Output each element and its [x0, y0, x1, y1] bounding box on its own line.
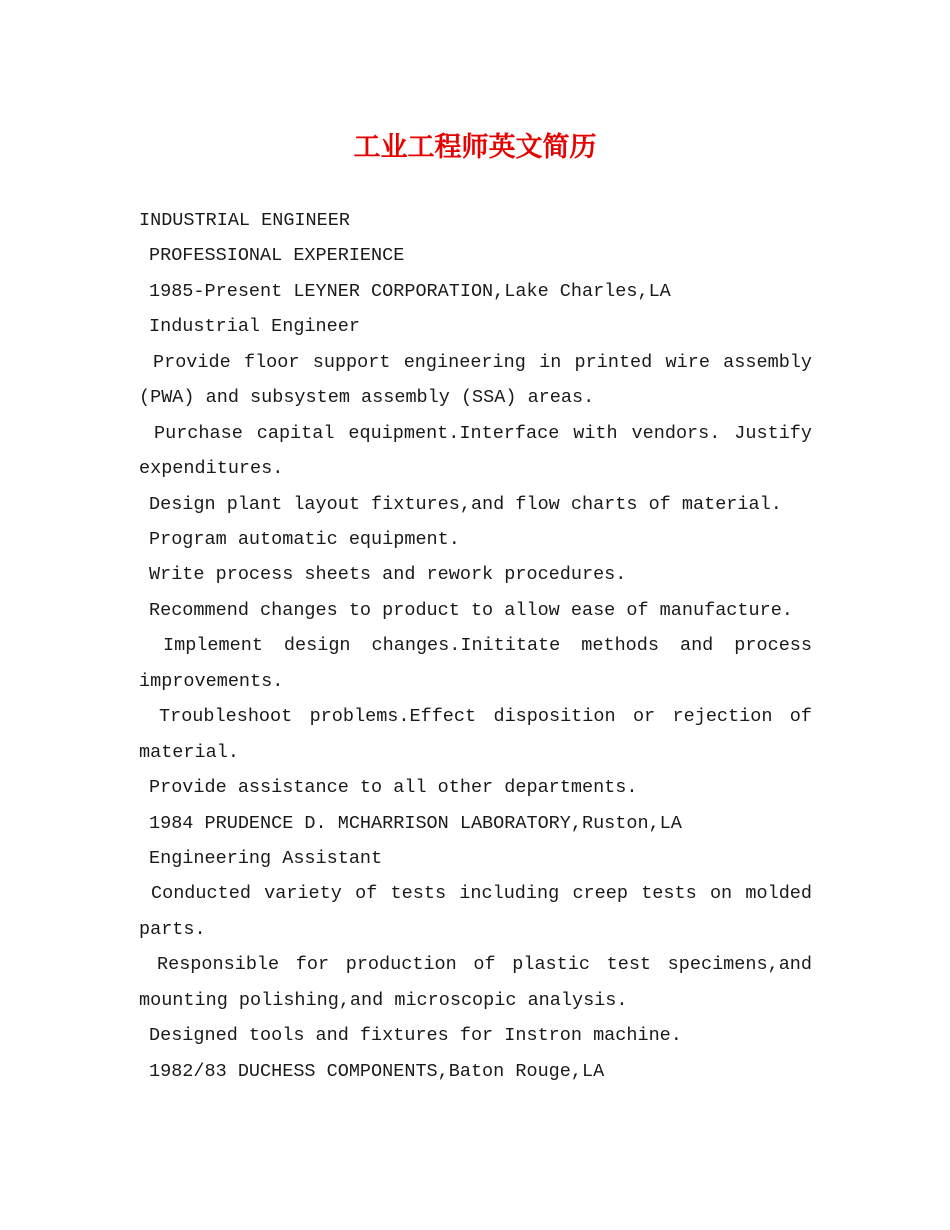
- duty-text: Purchase capital equipment.Interface with vendors. Justify expenditures.: [139, 422, 812, 479]
- duty-text: Provide floor support engineering in printed wire assembly (PWA) and subsystem assembly (SSA) areas.: [139, 351, 812, 408]
- duty-text: Implement design changes.Inititate methods and process improvements.: [139, 635, 812, 692]
- document-title: 工业工程师英文简历: [353, 132, 597, 163]
- employer-line: 1982/83 DUCHESS COMPONENTS,Baton Rouge,LA: [149, 1060, 605, 1082]
- section-heading-experience: PROFESSIONAL EXPERIENCE: [149, 245, 405, 267]
- employer-line: 1985-Present LEYNER CORPORATION,Lake Charles,LA: [149, 280, 671, 302]
- duty-line: [139, 416, 812, 487]
- duty-line: Provide assistance to all other departments.: [149, 777, 638, 799]
- duty-line: Recommend changes to product to allow ease of manufacture.: [149, 599, 793, 621]
- duty-line: [139, 628, 812, 699]
- resume-heading: INDUSTRIAL ENGINEER: [139, 210, 350, 231]
- duty-line: [139, 699, 812, 770]
- job-title: Industrial Engineer: [149, 316, 360, 338]
- employer-line: 1984 PRUDENCE D. MCHARRISON LABORATORY,Ruston,LA: [149, 812, 682, 834]
- duty-text: Responsible for production of plastic test specimens,and mounting polishing,and microscopic analysis.: [139, 954, 812, 1011]
- duty-line: [139, 345, 812, 416]
- duty-line: [139, 876, 812, 947]
- duty-line: Design plant layout fixtures,and flow charts of material.: [149, 493, 782, 515]
- duty-line: [139, 947, 812, 1018]
- duty-line: Write process sheets and rework procedures.: [149, 564, 627, 586]
- duty-line: Program automatic equipment.: [149, 528, 460, 550]
- duty-text: Conducted variety of tests including creep tests on molded parts.: [139, 883, 812, 940]
- duty-line: Designed tools and fixtures for Instron machine.: [149, 1025, 682, 1047]
- duty-text: Troubleshoot problems.Effect disposition or rejection of material.: [139, 706, 812, 763]
- resume-body: [139, 203, 812, 1089]
- job-title: Engineering Assistant: [149, 847, 383, 869]
